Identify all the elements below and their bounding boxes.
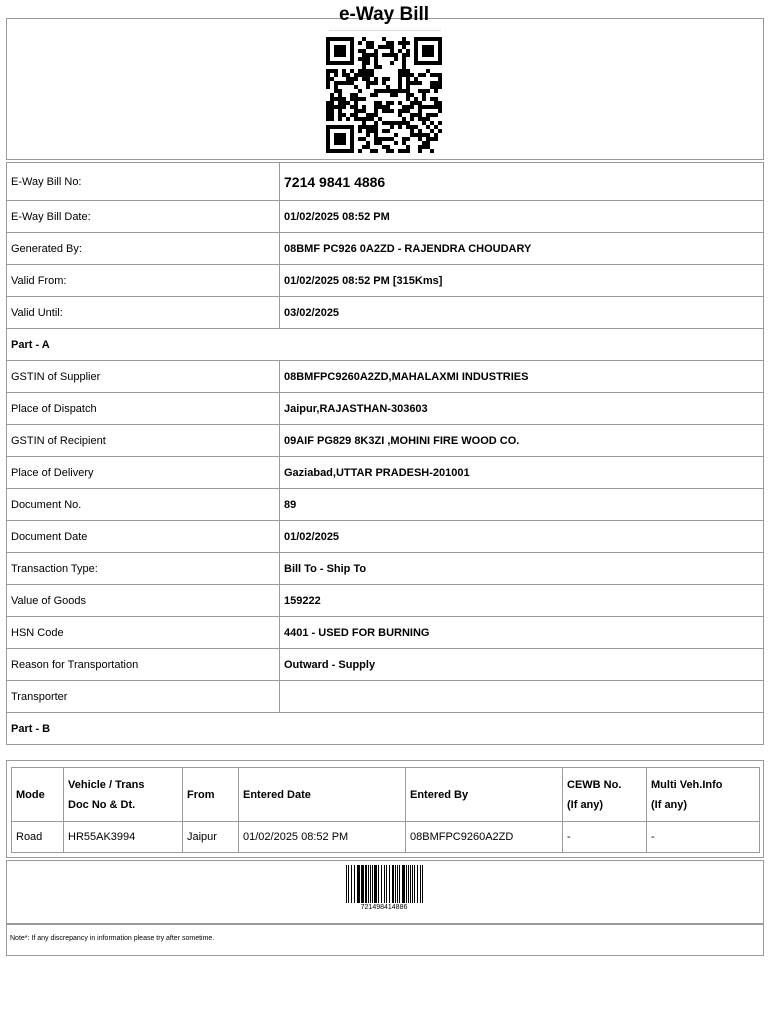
row-label: Document Date: [7, 521, 280, 553]
row-label: Transaction Type:: [7, 553, 280, 585]
col-cewb-no: CEWB No. (If any): [563, 768, 647, 822]
col-mode: Mode: [12, 768, 64, 822]
part-a-heading: Part - A: [7, 329, 764, 361]
row-value-of-goods: [7, 585, 764, 617]
row-label: E-Way Bill Date:: [7, 201, 280, 233]
row-eway-bill-date: [7, 201, 764, 233]
row-value: 01/02/2025 08:52 PM [315Kms]: [280, 265, 764, 297]
col-from: From: [183, 768, 239, 822]
part-b-heading-row: [7, 713, 764, 745]
row-label: Place of Delivery: [7, 457, 280, 489]
row-value: 01/02/2025: [280, 521, 764, 553]
part-b-heading: Part - B: [7, 713, 764, 745]
row-valid-until: [7, 297, 764, 329]
barcode-number: 721498414886: [360, 904, 408, 911]
footer-note: Note*: If any discrepancy in information please try after sometime.: [10, 935, 215, 942]
row-value: 08BMFPC9260A2ZD,MAHALAXMI INDUSTRIES: [280, 361, 764, 393]
part-b-header-row: [12, 768, 760, 822]
part-a-heading-row: [7, 329, 764, 361]
col-entered-date: Entered Date: [239, 768, 406, 822]
row-hsn-code: [7, 617, 764, 649]
row-value: [280, 681, 764, 713]
cell-mode: Road: [12, 822, 64, 853]
row-label: HSN Code: [7, 617, 280, 649]
eway-bill-number: 7214 9841 4886: [280, 163, 764, 201]
row-valid-from: [7, 265, 764, 297]
barcode: [346, 865, 424, 903]
row-value: Jaipur,RAJASTHAN-303603: [280, 393, 764, 425]
row-place-of-dispatch: [7, 393, 764, 425]
row-eway-bill-no: [7, 163, 764, 201]
row-document-date: [7, 521, 764, 553]
row-transporter: [7, 681, 764, 713]
row-reason-transport: [7, 649, 764, 681]
part-b-table: [11, 767, 760, 853]
table-row: [12, 822, 760, 853]
row-label: Reason for Transportation: [7, 649, 280, 681]
row-generated-by: [7, 233, 764, 265]
qr-code: [326, 37, 442, 153]
row-value: 01/02/2025 08:52 PM: [280, 201, 764, 233]
row-label: Valid From:: [7, 265, 280, 297]
row-value: 4401 - USED FOR BURNING: [280, 617, 764, 649]
cell-from: Jaipur: [183, 822, 239, 853]
col-entered-by: Entered By: [406, 768, 563, 822]
row-value: Gaziabad,UTTAR PRADESH-201001: [280, 457, 764, 489]
row-transaction-type: [7, 553, 764, 585]
row-label: Value of Goods: [7, 585, 280, 617]
row-value: 03/02/2025: [280, 297, 764, 329]
cell-multi-veh: -: [647, 822, 760, 853]
title-underline: [329, 30, 441, 31]
row-label: Transporter: [7, 681, 280, 713]
eway-info-table: [6, 162, 764, 745]
cell-entered-by: 08BMFPC9260A2ZD: [406, 822, 563, 853]
row-gstin-supplier: [7, 361, 764, 393]
row-gstin-recipient: [7, 425, 764, 457]
row-value: 08BMF PC926 0A2ZD - RAJENDRA CHOUDARY: [280, 233, 764, 265]
col-multi-veh: Multi Veh.Info (If any): [647, 768, 760, 822]
row-label: Valid Until:: [7, 297, 280, 329]
row-place-of-delivery: [7, 457, 764, 489]
cell-entered-date: 01/02/2025 08:52 PM: [239, 822, 406, 853]
row-value: 09AIF PG829 8K3ZI ,MOHINI FIRE WOOD CO.: [280, 425, 764, 457]
row-label: Generated By:: [7, 233, 280, 265]
row-label: E-Way Bill No:: [7, 163, 280, 201]
row-label: GSTIN of Recipient: [7, 425, 280, 457]
page-title: e-Way Bill: [338, 4, 430, 25]
cell-cewb-no: -: [563, 822, 647, 853]
row-label: Place of Dispatch: [7, 393, 280, 425]
row-value: 89: [280, 489, 764, 521]
row-value: Bill To - Ship To: [280, 553, 764, 585]
row-label: GSTIN of Supplier: [7, 361, 280, 393]
row-value: 159222: [280, 585, 764, 617]
row-label: Document No.: [7, 489, 280, 521]
col-vehicle: Vehicle / Trans Doc No & Dt.: [64, 768, 183, 822]
row-document-no: [7, 489, 764, 521]
row-value: Outward - Supply: [280, 649, 764, 681]
cell-vehicle: HR55AK3994: [64, 822, 183, 853]
